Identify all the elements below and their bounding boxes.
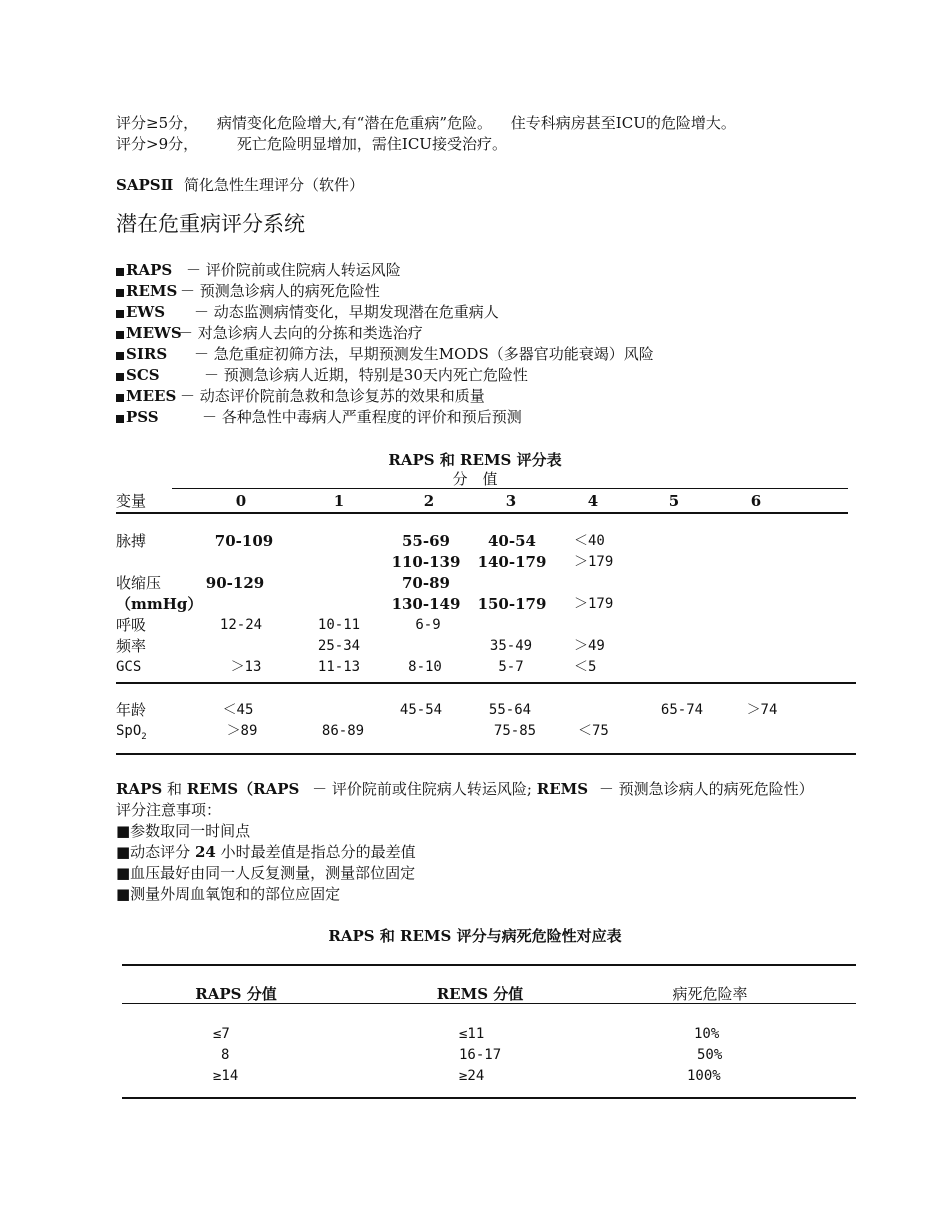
table-cell: 35-49 [489,638,533,654]
score-col-header: 4 [587,492,599,510]
table-cell: ＞13 [230,659,262,675]
system-code: MEES [126,387,177,405]
section-title: 潜在危重病评分系统 [116,212,305,236]
bullet-icon [116,268,124,276]
table1-title: RAPS 和 REMS 评分表 [388,451,562,469]
score-col-header: 5 [668,492,680,510]
table-cell: 140-179 [477,553,547,571]
table2-cell: 16-17 [459,1047,502,1063]
table2-cell: 50% [697,1047,723,1063]
score-col-header: 3 [505,492,517,510]
table2-top-rule [122,964,856,966]
table-cell: 75-85 [493,723,537,739]
notes-heading: 评分注意事项： [116,801,222,819]
intro-risk-1: 病情变化危险增大,有“潜在危重病”危险。 [216,114,493,132]
table-cell: 25-34 [317,638,361,654]
system-desc: － 预测急诊病人的病死危险性 [180,282,380,300]
note-item: ■血压最好由同一人反复测量，测量部位固定 [116,864,416,882]
system-desc: － 动态监测病情变化，早期发现潜在危重病人 [194,303,499,321]
intro-score-9: 评分>9分， [116,135,199,153]
notes-rems-desc: － 预测急诊病人的病死危险性） [598,780,814,798]
score-col-header: 1 [333,492,345,510]
table-cell: 11-13 [317,659,361,675]
saps-line [116,175,364,196]
system-desc: － 预测急诊病人近期，特别是30天内死亡危险性 [204,366,528,384]
table1-bottom-rule [116,753,856,755]
intro-risk-2: 死亡危险明显增加，需住ICU接受治疗。 [236,135,507,153]
system-desc: － 各种急性中毒病人严重程度的评价和预后预测 [202,408,522,426]
row-label: （mmHg） [116,595,203,613]
notes-raps: RAPS [116,780,163,798]
table-cell: ＜40 [574,533,605,549]
note-item: ■测量外周血氧饱和的部位应固定 [116,885,341,903]
system-desc: － 评价院前或住院病人转运风险 [186,261,401,279]
row-label-spo2 [116,721,147,748]
table-cell: ＜5 [574,659,597,675]
table-cell: 10-11 [317,617,361,633]
table-cell: 150-179 [477,595,547,613]
table-cell: 6-9 [415,617,441,633]
bullet-icon [116,373,124,381]
table2-header: RAPS 分值 [195,985,277,1003]
system-code: PSS [126,408,159,426]
saps-code: SAPSⅡ [116,176,174,194]
table-cell: 90-129 [205,574,265,592]
table-cell: ＜75 [578,723,609,739]
notes-title [116,779,814,800]
table2-bottom-rule [122,1097,856,1099]
row-label: 收缩压 [116,574,162,592]
table2-header: REMS 分值 [436,985,524,1003]
system-code: EWS [126,303,166,321]
system-code: SCS [126,366,160,384]
table-cell: 110-139 [391,553,461,571]
notes-rems: REMS（RAPS [186,780,300,798]
bullet-icon [116,394,124,402]
bullet-icon [116,289,124,297]
row-label: GCS [116,659,142,675]
score-col-header: 0 [235,492,247,510]
system-code: RAPS [126,261,173,279]
table2-cell: ≤11 [459,1026,485,1042]
intro-line-1 [116,113,736,134]
table-cell: 55-64 [488,702,532,718]
table-cell: 40-54 [488,532,536,550]
table2-cell: ≥14 [213,1068,239,1084]
table-cell: 45-54 [399,702,443,718]
row-label: 频率 [116,637,147,655]
table-cell: 8-10 [408,659,442,675]
table-cell: 70-109 [214,532,274,550]
table-cell: ＜45 [222,702,254,718]
table2-title: RAPS 和 REMS 评分与病死危险性对应表 [328,927,622,945]
table2-cell: ≥24 [459,1068,485,1084]
intro-score-5: 评分≥5分， [116,114,199,132]
note-item-part: ■动态评分 [116,843,191,861]
system-code: REMS [126,282,178,300]
table1-score-header: 分 值 [452,470,498,488]
bullet-icon [116,352,124,360]
table2-cell: ≤7 [213,1026,230,1042]
table2-cell: 100% [687,1068,721,1084]
score-header-rule [172,488,848,489]
bullet-icon [116,310,124,318]
intro-line-2 [116,134,507,155]
table-cell: 86-89 [321,723,365,739]
table-cell: ＞179 [574,596,614,612]
table-cell: 70-89 [402,574,450,592]
notes-and: 和 [167,780,183,798]
table2-cell: 8 [221,1047,230,1063]
table-cell: ＞179 [574,554,614,570]
intro-icu-1: 住专科病房甚至ICU的危险增大。 [510,114,736,132]
note-item [116,842,416,863]
table-cell: 130-149 [391,595,461,613]
note-item-part: 小时最差值是指总分的最差值 [220,843,416,861]
bullet-icon [116,415,124,423]
note-item: ■参数取同一时间点 [116,822,251,840]
note-item-bold: 24 [194,843,216,861]
score-col-header: 6 [750,492,762,510]
table-cell: 5-7 [498,659,524,675]
saps-desc: 简化急性生理评分（软件） [184,176,365,194]
spo2-label: SpO [116,723,142,739]
row-label: 脉搏 [116,532,147,550]
table-cell: 12-24 [219,617,263,633]
bullet-icon [116,331,124,339]
system-desc: － 动态评价院前急救和急诊复苏的效果和质量 [180,387,485,405]
table2-header: 病死危险率 [672,985,748,1003]
table-cell: ＞74 [746,702,778,718]
row-label: 年龄 [116,701,147,719]
notes-raps-desc: － 评价院前或住院病人转运风险; [312,780,532,798]
table2-cell: 10% [694,1026,720,1042]
table-cell: ＞89 [226,723,258,739]
table1-header-rule [116,512,848,514]
notes-rems-2: REMS [536,780,589,798]
system-code: SIRS [126,345,168,363]
system-desc: － 对急诊病人去向的分拣和类选治疗 [178,324,423,342]
var-header: 变量 [116,492,147,510]
table1-mid-rule [116,682,856,684]
spo2-subscript: 2 [141,731,147,742]
table-cell: 65-74 [660,702,704,718]
score-col-header: 2 [423,492,435,510]
system-desc: － 急危重症初筛方法，早期预测发生MODS（多器官功能衰竭）风险 [194,345,654,363]
row-label: 呼吸 [116,616,147,634]
table-cell: 55-69 [402,532,450,550]
table-cell: ＞49 [574,638,605,654]
system-code: MEWS [126,324,182,342]
table2-header-rule [122,1003,856,1004]
